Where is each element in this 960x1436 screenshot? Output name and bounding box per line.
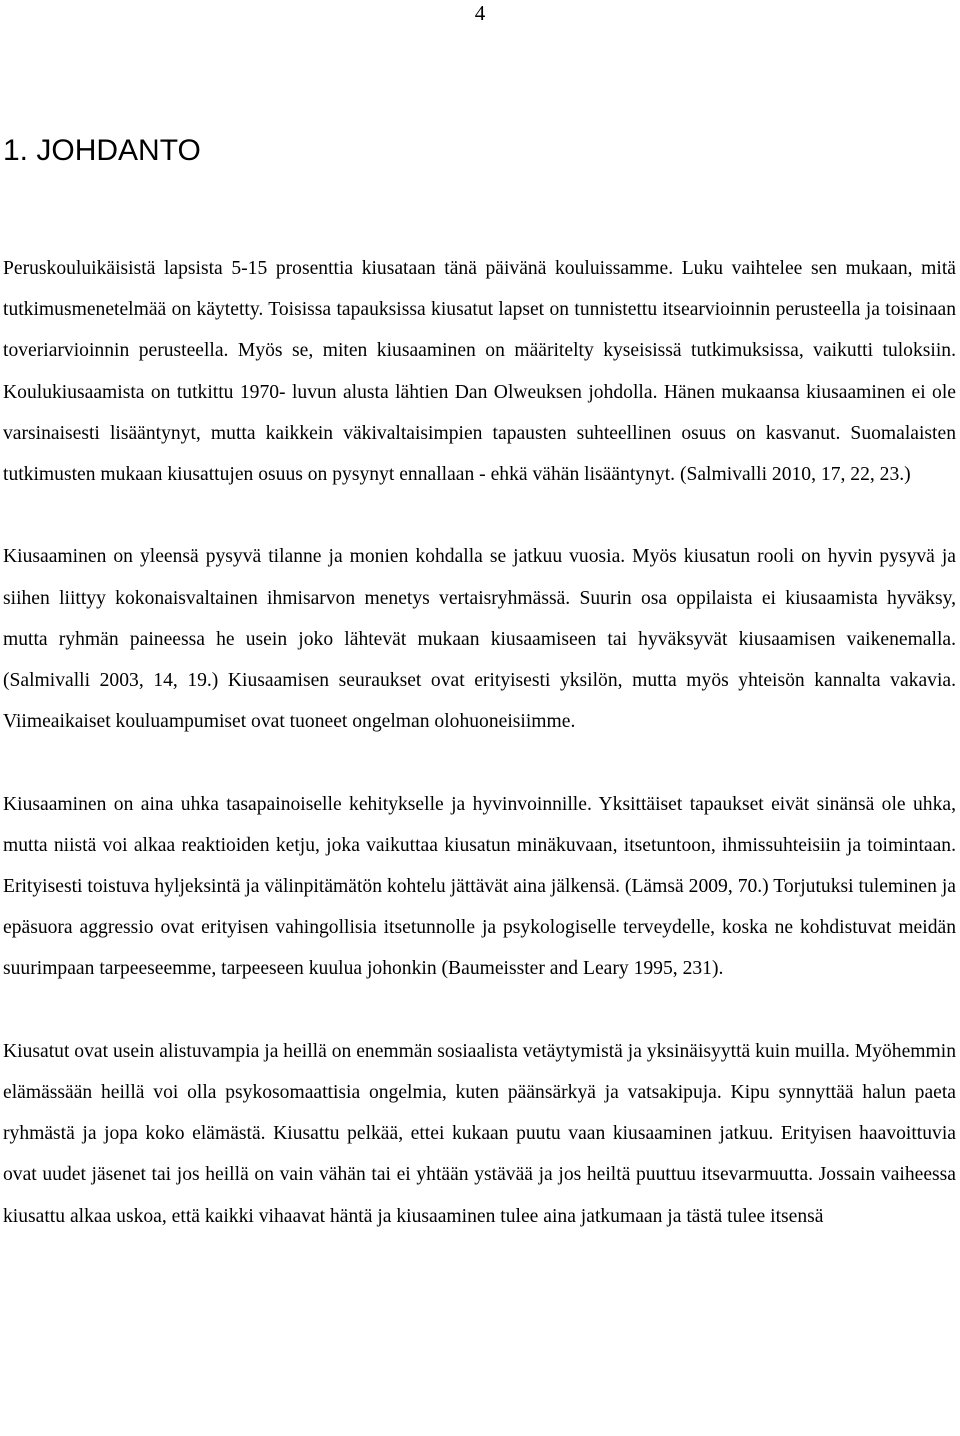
body-text (3, 248, 956, 1237)
chapter-heading: 1. JOHDANTO (3, 134, 201, 167)
paragraph-4: Kiusatut ovat usein alistuvampia ja heillä on enemmän sosiaalista vetäytymistä ja yksinäisyyttä kuin muilla. Myöhemmin elämässään heillä voi olla psykosomaattisia ongelmia, kuten päänsärkyä ja vatsakipuja. Kipu synnyttää halun paeta ryhmästä ja jopa koko elämästä. Kiusattu pelkää, ettei kukaan puutu vaan kiusaaminen jatkuu. Erityisen haavoittuvia ovat uudet jäsenet tai jos heillä on vain vähän tai ei yhtään ystävää ja jos heiltä puuttuu itsevarmuutta. Jossain vaiheessa kiusattu alkaa uskoa, että kaikki vihaavat häntä ja kiusaaminen tulee aina jatkumaan ja tästä tulee itsensä (3, 1040, 956, 1227)
paragraph-2: Kiusaaminen on yleensä pysyvä tilanne ja monien kohdalla se jatkuu vuosia. Myös kiusatun rooli on hyvin pysyvä ja siihen liittyy kokonaisvaltainen ihmisarvon menetys vertaisryhmässä. Suurin osa oppilaista ei kiusaamista hyväksy, mutta ryhmän paineessa he usein joko lähtevät mukaan kiusaamiseen tai hyväksyvät kiusaamisen vaikenemalla. (Salmivalli 2003, 14, 19.) Kiusaamisen seuraukset ovat erityisesti yksilön, mutta myös yhteisön kannalta vakavia. Viimeaikaiset kouluampumiset ovat tuoneet ongelman olohuoneisiimme. (3, 546, 956, 733)
paragraph-1: Peruskouluikäisistä lapsista 5-15 prosenttia kiusataan tänä päivänä kouluissamme. Luku vaihtelee sen mukaan, mitä tutkimusmenetelmää on käytetty. Toisissa tapauksissa kiusatut lapset on tunnistettu itsearvioinnin perusteella ja toisinaan toveriarvioinnin perusteella. Myös se, miten kiusaaminen on määritelty kyseisissä tutkimuksissa, vaikutti tuloksiin. Koulukiusaamista on tutkittu 1970- luvun alusta lähtien Dan Olweuksen johdolla. Hänen mukaansa kiusaaminen ei ole varsinaisesti lisääntynyt, mutta kaikkein väkivaltaisimpien tapausten suhteellinen osuus on kasvanut. Suomalaisten tutkimusten mukaan kiusattujen osuus on pysynyt ennallaan - ehkä vähän lisääntynyt. (Salmivalli 2010, 17, 22, 23.) (3, 258, 956, 486)
page-number: 4 (474, 1, 486, 25)
paragraph-3: Kiusaaminen on aina uhka tasapainoiselle kehitykselle ja hyvinvoinnille. Yksittäiset tapaukset eivät sinänsä ole uhka, mutta niistä voi alkaa reaktioiden ketju, joka vaikuttaa kiusatun minäkuvaan, itsetuntoon, ihmissuhteisiin ja toimintaan. Erityisesti toistuva hyljeksintä ja välinpitämätön kohtelu jättävät aina jälkensä. (Lämsä 2009, 70.) Torjutuksi tuleminen ja epäsuora aggressio ovat erityisen vahingollisia itsetunnolle ja psykologiselle terveydelle, koska ne kohdistuvat meidän suurimpaan tarpeeseemme, tarpeeseen kuulua johonkin (Baumeisster and Leary 1995, 231). (3, 793, 956, 980)
